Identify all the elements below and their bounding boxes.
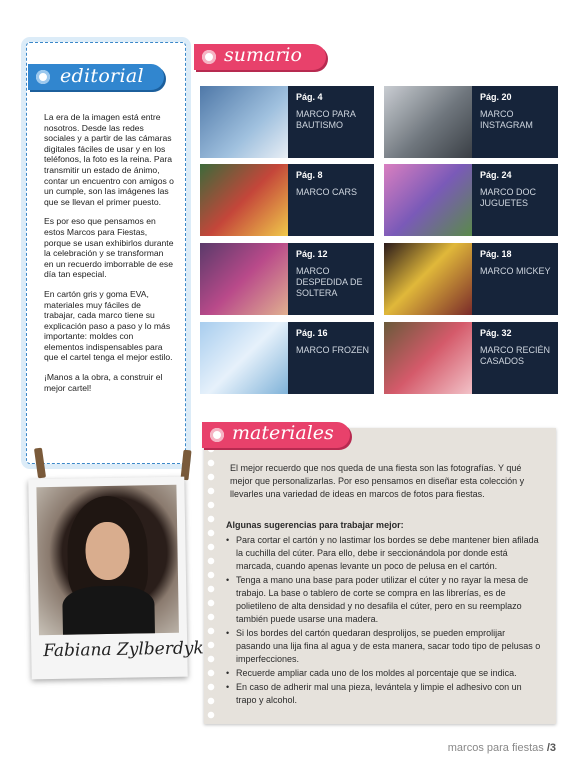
item-thumbnail [384, 86, 472, 158]
item-thumbnail [384, 243, 472, 315]
list-item: • Para cortar el cartón y no lastimar los bordes se debe mantener bien afilada la cuchilla del cúter. Para ello, debe ir seccionándola por donde está marcada, cuando apenas levante un poco de pelusa en el cartón. [224, 534, 542, 573]
item-thumbnail [200, 322, 288, 394]
editorial-paragraph: La era de la imagen está entre nosotros. Desde las redes sociales y a partir de las cámaras digitales fáciles de usar y en los teléfonos, la foto es la reina. Para transmitir un estado de ánimo, contar un encuentro con amigos o un cumple, son las imágenes las que se llevan el primer puesto. [44, 112, 174, 207]
item-thumbnail [384, 322, 472, 394]
editorial-text [44, 112, 174, 402]
sumario-title: sumario [224, 44, 302, 66]
item-name: MARCO MICKEY [480, 266, 551, 276]
sumario-item[interactable] [200, 86, 374, 158]
sumario-heading [194, 44, 326, 70]
item-name: MARCO RECIÉN CASADOS [480, 345, 551, 366]
editorial-paragraph: En cartón gris y goma EVA, materiales muy fáciles de trabajar, cada marco tiene su explicación paso a paso y lo más importante: moldes con elementos indispensables para que el cartel tenga el mejor estilo. [44, 288, 173, 363]
sumario-item[interactable] [384, 164, 558, 236]
materiales-intro: El mejor recuerdo que nos queda de una fiesta son las fotografías. Y qué mejor que personalizarlas. Por eso pensamos en diseñar esta colección y llevarles una variedad de ideas en marcos de fotos para fiestas. [230, 463, 525, 499]
item-page: Pág. 24 [480, 170, 512, 180]
list-item: • En caso de adherir mal una pieza, levántela y limpie el adhesivo con un trapo y alcohol. [224, 681, 542, 707]
item-name: MARCO DESPEDIDA DE SOLTERA [296, 266, 363, 298]
author-photo [36, 485, 179, 635]
sumario-item[interactable] [384, 243, 558, 315]
editorial-paragraph: ¡Manos a la obra, a construir el mejor cartel! [44, 372, 163, 393]
item-thumbnail [200, 243, 288, 315]
materiales-title: materiales [232, 422, 334, 444]
sumario-item[interactable] [384, 322, 558, 394]
author-polaroid [28, 477, 204, 680]
materiales-subtitle: Algunas sugerencias para trabajar mejor: [226, 520, 404, 530]
editorial-paragraph: Es por eso que pensamos en estos Marcos para Fiestas, porque se usan exhibirlos durante la celebración y se transforman en un recuerdo imborrable de ese día tan especial. [44, 216, 174, 280]
item-name: MARCO PARA BAUTISMO [296, 109, 356, 130]
item-name: MARCO INSTAGRAM [480, 109, 533, 130]
item-name: MARCO FROZEN [296, 345, 369, 355]
item-thumbnail [200, 164, 288, 236]
list-item: • Tenga a mano una base para poder utilizar el cúter y no rayar la mesa de trabajo. La base o tablero de corte se compra en las librerías, es de polietileno de alta densidad y no desafila el cúter, pero en su reemplazo también puede usarse una madera. [224, 574, 542, 626]
sumario-item[interactable] [200, 243, 374, 315]
item-page: Pág. 32 [480, 328, 512, 338]
item-page: Pág. 20 [480, 92, 512, 102]
item-name: MARCO CARS [296, 187, 358, 197]
list-item: • Si los bordes del cartón quedaran desprolijos, se pueden emprolijar pasando una lija fina al agua y de esta manera, sacar todo tipo de pelusas o imperfecciones. [224, 627, 542, 666]
footer-text: marcos para fiestas [447, 742, 544, 754]
item-thumbnail [200, 86, 288, 158]
tips-list [224, 534, 542, 708]
item-name: MARCO DOC JUGUETES [480, 187, 536, 208]
page-footer [448, 742, 556, 754]
item-page: Pág. 18 [480, 249, 512, 259]
sumario-item[interactable] [200, 164, 374, 236]
bullet-circle-icon [202, 50, 216, 64]
item-thumbnail [384, 164, 472, 236]
sumario-item[interactable] [384, 86, 558, 158]
item-page: Pág. 4 [296, 92, 323, 102]
bullet-circle-icon [210, 428, 224, 442]
item-page: Pág. 16 [296, 328, 328, 338]
sumario-item[interactable] [200, 322, 374, 394]
item-page: Pág. 8 [296, 170, 323, 180]
item-page: Pág. 12 [296, 249, 328, 259]
materiales-heading [202, 422, 350, 448]
author-signature: Fabiana Zylberdyk [43, 638, 204, 662]
bullet-circle-icon [36, 70, 50, 84]
page-number: /3 [546, 742, 556, 754]
list-item: • Recuerde ampliar cada uno de los moldes al porcentaje que se indica. [224, 667, 542, 680]
editorial-heading [28, 64, 164, 90]
editorial-title: editorial [60, 65, 144, 87]
